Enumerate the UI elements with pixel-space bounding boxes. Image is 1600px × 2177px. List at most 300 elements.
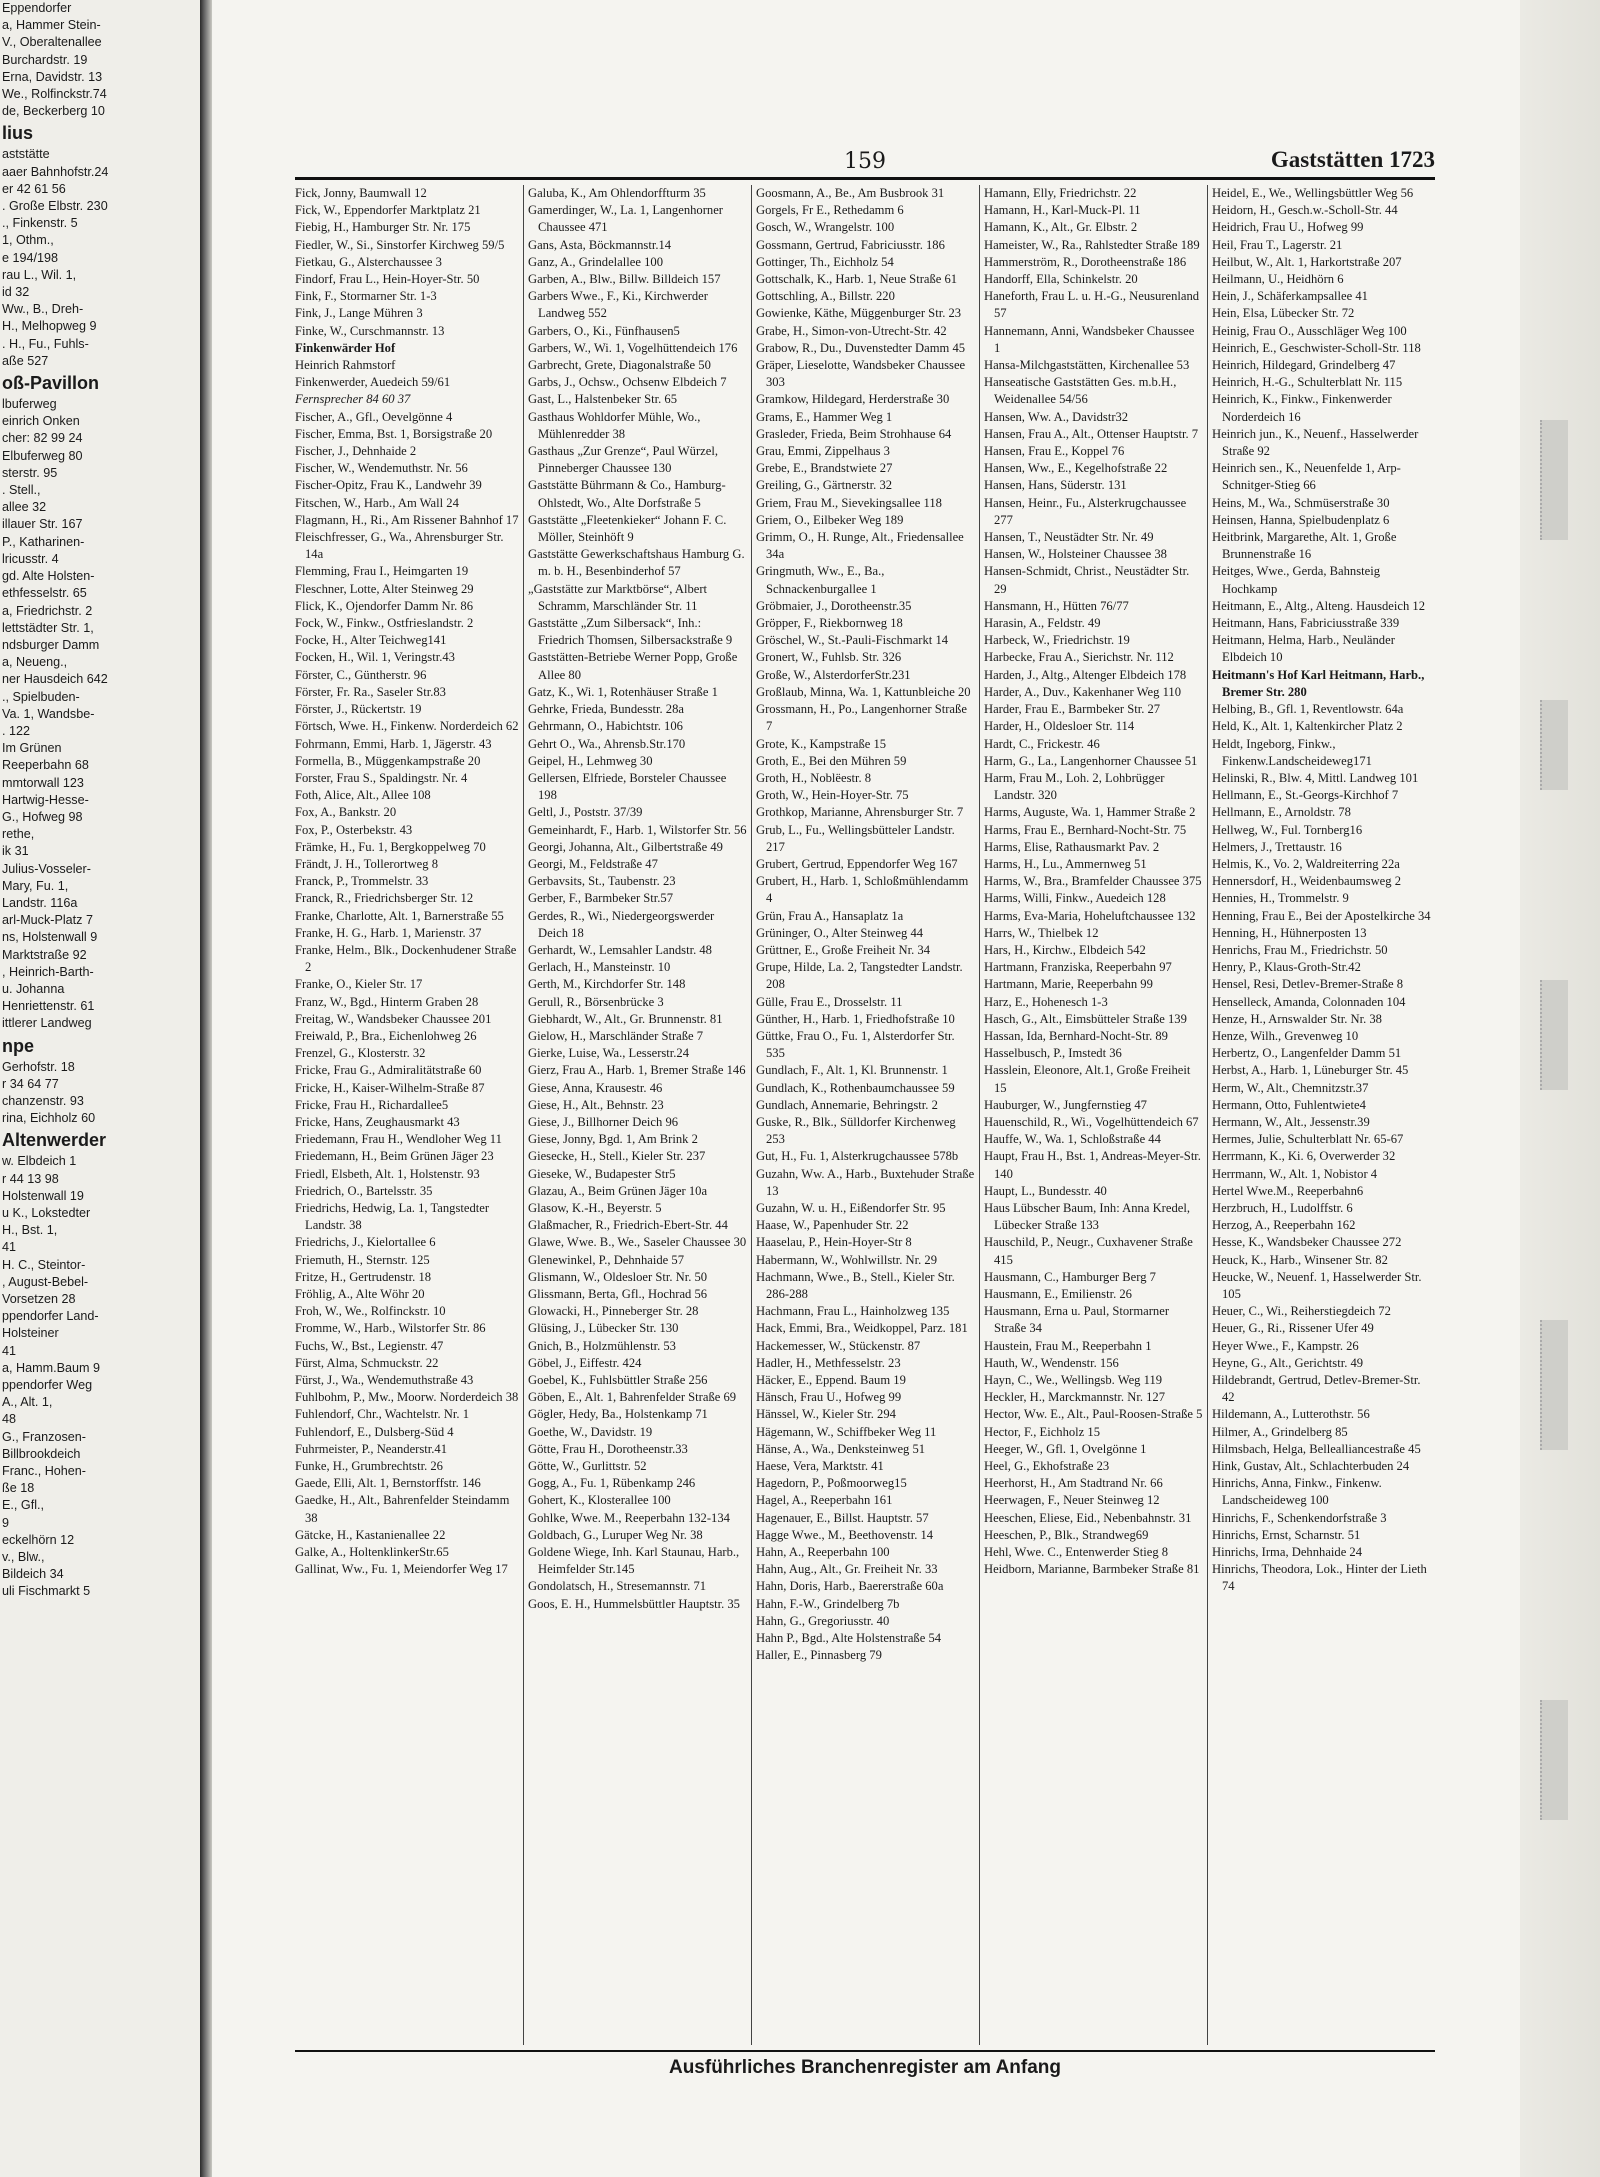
facing-page-line: gd. Alte Holsten- — [2, 569, 95, 584]
facing-page-line: ns, Holstenwall 9 — [2, 930, 98, 945]
facing-page-line: uli Fischmarkt 5 — [2, 1584, 91, 1599]
directory-entry: Förtsch, Wwe. H., Finkenw. Norderdeich 62 — [295, 719, 519, 734]
directory-entry: Heinrich, K., Finkw., Finkenwerder Norderdeich 16 — [1212, 392, 1392, 424]
directory-entry: Hansen, Frau E., Koppel 76 — [984, 444, 1125, 459]
directory-entry: Hänsch, Frau U., Hofweg 99 — [756, 1390, 902, 1405]
directory-entry: Hansen, Heinr., Fu., Alsterkrugchaussee 277 — [984, 495, 1187, 527]
directory-entry: Fiedler, W., Si., Sinstorfer Kirchweg 59/5 — [295, 237, 505, 252]
directory-entry: Herrmann, W., Alt. 1, Nobistor 4 — [1212, 1166, 1378, 1181]
directory-entry: Glenewinkel, P., Dehnhaide 57 — [528, 1252, 684, 1267]
directory-entry: Güttke, Frau O., Fu. 1, Alsterdorfer Str. 535 — [756, 1028, 955, 1061]
directory-entry: Giese, Anna, Krausestr. 46 — [528, 1080, 663, 1095]
directory-entry: Fock, W., Finkw., Ostfrieslandstr. 2 — [295, 616, 474, 631]
directory-entry: Heitmann, Hans, Fabriciusstraße 339 — [1212, 616, 1400, 631]
directory-entry: Grubert, Gertrud, Eppendorfer Weg 167 — [756, 856, 958, 871]
facing-page-line: rina, Eichholz 60 — [2, 1111, 96, 1126]
directory-entry: Göbel, J., Eiffestr. 424 — [528, 1355, 642, 1370]
facing-page-line: id 32 — [2, 285, 30, 300]
directory-entry: Focke, H., Alter Teichweg141 — [295, 633, 447, 648]
directory-entry: Hauenschild, R., Wi., Vogelhüttendeich 67 — [984, 1114, 1199, 1129]
directory-entry: Franke, O., Kieler Str. 17 — [295, 977, 423, 992]
directory-entry: Heucke, W., Neuenf. 1, Hasselwerder Str. 105 — [1212, 1269, 1422, 1301]
column-3 — [751, 185, 979, 2045]
directory-entry: Grün, Frau A., Hansaplatz 1a — [756, 908, 904, 923]
directory-entry: Grebe, E., Brandstwiete 27 — [756, 461, 893, 476]
directory-entry: Hansmann, H., Hütten 76/77 — [984, 598, 1129, 613]
directory-entry: Harbecke, Frau A., Sierichstr. Nr. 112 — [984, 650, 1174, 665]
directory-entry: Gamerdinger, W., La. 1, Langenhorner Chaussee 471 — [528, 203, 723, 235]
facing-page-line: . Große Elbstr. 230 — [2, 199, 108, 214]
directory-entry: Finkenwärder Hof — [295, 340, 396, 355]
directory-entry: Glawe, Wwe. B., We., Saseler Chaussee 30 — [528, 1235, 747, 1250]
directory-entry: Harrs, W., Thielbek 12 — [984, 925, 1099, 940]
directory-entry: Hausmann, C., Hamburger Berg 7 — [984, 1269, 1156, 1284]
directory-entry: Haller, E., Pinnasberg 79 — [756, 1648, 882, 1663]
directory-entry: Galke, A., HoltenklinkerStr.65 — [295, 1545, 449, 1560]
directory-entry: Geltl, J., Poststr. 37/39 — [528, 805, 643, 820]
directory-entry: Heckler, H., Marckmannstr. Nr. 127 — [984, 1390, 1166, 1405]
facing-page-line: Altenwerder — [2, 1130, 107, 1151]
directory-entry: Fernsprecher 84 60 37 — [295, 392, 411, 407]
page-number: 159 — [844, 149, 886, 174]
directory-entry: Hansen, Ww., E., Kegelhofstraße 22 — [984, 461, 1168, 476]
facing-page-line: r 44 13 98 — [2, 1171, 59, 1186]
directory-entry: Goldene Wiege, Inh. Karl Staunau, Harb., Heimfelder Str.145 — [528, 1545, 740, 1577]
directory-entry: Garbs, J., Ochsw., Ochsenw Elbdeich 7 — [528, 375, 727, 390]
directory-entry: Gringmuth, Ww., E., Ba., Schnackenburgallee 1 — [756, 564, 885, 596]
directory-entry: Friedrich, O., Bartelsstr. 35 — [295, 1183, 433, 1198]
directory-entry: Gierke, Luise, Wa., Lesserstr.24 — [528, 1046, 690, 1061]
facing-page-line: 1, Othm., — [2, 233, 54, 248]
directory-entry: Gottinger, Th., Eichholz 54 — [756, 254, 894, 269]
facing-page-line: Erna, Davidstr. 13 — [2, 69, 103, 84]
directory-entry: Garben, A., Blw., Billw. Billdeich 157 — [528, 272, 721, 287]
directory-entry: Giese, Jonny, Bgd. 1, Am Brink 2 — [528, 1132, 698, 1147]
directory-entry: Heuer, G., Ri., Rissener Ufer 49 — [1212, 1321, 1374, 1336]
directory-entry: Fox, A., Bankstr. 20 — [295, 805, 397, 820]
directory-entry: Gerlach, H., Mansteinstr. 10 — [528, 960, 671, 975]
directory-entry: Heinig, Frau O., Ausschläger Weg 100 — [1212, 323, 1407, 338]
directory-entry: Herzog, A., Reeperbahn 162 — [1212, 1218, 1356, 1233]
facing-page-line: E., Gfl., — [2, 1498, 44, 1513]
directory-entry: Galuba, K., Am Ohlendorffturm 35 — [528, 186, 706, 200]
facing-page-line: cher: 82 99 24 — [2, 431, 83, 446]
facing-page-line: Hartwig-Hesse- — [2, 792, 89, 807]
directory-entry: Hahn, A., Reeperbahn 100 — [756, 1545, 890, 1560]
directory-entry: Harder, H., Oldesloer Str. 114 — [984, 719, 1135, 734]
directory-entry: Forster, Frau S., Spaldingstr. Nr. 4 — [295, 770, 468, 785]
directory-entry: Frändt, J. H., Tollerortweg 8 — [295, 856, 438, 871]
directory-entry: Gaststätte „Zum Silbersack“, Inh.: Friedrich Thomsen, Silbersackstraße 9 — [528, 616, 733, 648]
directory-entry: Hamann, K., Alt., Gr. Elbstr. 2 — [984, 220, 1138, 235]
directory-entry: Hinrichs, Ernst, Scharnstr. 51 — [1212, 1527, 1361, 1542]
directory-entry: Hansen, Frau A., Alt., Ottenser Hauptstr. 7 — [984, 426, 1199, 441]
directory-columns — [295, 185, 1435, 2045]
column-2 — [523, 185, 751, 2045]
directory-entry: Fink, F., Stormarner Str. 1-3 — [295, 289, 437, 304]
directory-entry: Hausmann, E., Emilienstr. 26 — [984, 1287, 1132, 1301]
directory-entry: Herbst, A., Harb. 1, Lüneburger Str. 45 — [1212, 1063, 1409, 1078]
directory-entry: Gerber, F., Barmbeker Str.57 — [528, 891, 674, 906]
directory-entry: Flick, K., Ojendorfer Damm Nr. 86 — [295, 598, 474, 613]
directory-entry: Hack, Emmi, Bra., Weidkoppel, Parz. 181 — [756, 1321, 968, 1336]
directory-entry: Fricke, Frau G., Admiralitätstraße 60 — [295, 1063, 482, 1078]
facing-page-line: ethfesselstr. 65 — [2, 586, 87, 601]
directory-entry: Harms, Auguste, Wa. 1, Hammer Straße 2 — [984, 805, 1196, 820]
directory-entry: Goos, E. H., Hummelsbüttler Hauptstr. 35 — [528, 1596, 740, 1611]
facing-page-line: G., Franzosen- — [2, 1429, 86, 1444]
directory-entry: Heinrich Rahmstorf — [295, 358, 396, 373]
directory-entry: Förster, J., Rückertstr. 19 — [295, 702, 422, 717]
book-gutter — [200, 0, 212, 2177]
facing-page-line: ittlerer Landweg — [2, 1016, 92, 1031]
directory-entry: Freitag, W., Wandsbeker Chaussee 201 — [295, 1011, 492, 1026]
directory-entry: Fürst, J., Wa., Wendemuthstraße 43 — [295, 1373, 474, 1388]
directory-entry: Focken, H., Wil. 1, Veringstr.43 — [295, 650, 455, 665]
directory-entry: Heidel, E., We., Wellingsbüttler Weg 56 — [1212, 186, 1414, 200]
directory-entry: Fricke, H., Kaiser-Wilhelm-Straße 87 — [295, 1080, 485, 1095]
directory-entry: Guzahn, Ww. A., Harb., Buxtehuder Straße 13 — [756, 1166, 975, 1198]
facing-page-line: sterstr. 95 — [2, 465, 58, 480]
directory-entry: Gehrt O., Wa., Ahrensb.Str.170 — [528, 736, 686, 751]
facing-page-line: Eppendorfer — [2, 1, 72, 15]
directory-entry: Främke, H., Fu. 1, Bergkoppelweg 70 — [295, 839, 486, 854]
directory-entry: Gut, H., Fu. 1, Alsterkrugchaussee 578b — [756, 1149, 959, 1164]
directory-entry: Hilmer, A., Grindelberg 85 — [1212, 1424, 1348, 1439]
directory-entry: Heitmann, E., Altg., Alteng. Hausdeich 12 — [1212, 598, 1426, 613]
directory-entry: Harbeck, W., Friedrichstr. 19 — [984, 633, 1130, 648]
directory-entry: Harms, Eva-Maria, Hoheluftchaussee 132 — [984, 908, 1196, 923]
directory-entry: Glazau, A., Beim Grünen Jäger 10a — [528, 1183, 708, 1198]
directory-entry: Held, K., Alt. 1, Kaltenkircher Platz 2 — [1212, 719, 1403, 734]
directory-entry: Gräper, Lieselotte, Wandsbeker Chaussee 303 — [756, 358, 966, 390]
facing-page-line: H., Melhopweg 9 — [2, 319, 97, 334]
directory-entry: Fritze, H., Gertrudenstr. 18 — [295, 1269, 432, 1284]
directory-entry: Gaststätte Gewerkschaftshaus Hamburg G. m. b. H., Besenbinderhof 57 — [528, 547, 745, 579]
directory-entry: Fleschner, Lotte, Alter Steinweg 29 — [295, 581, 474, 596]
directory-entry: Gottschling, A., Billstr. 220 — [756, 289, 895, 304]
directory-entry: Greiling, G., Gärtnerstr. 32 — [756, 478, 893, 493]
directory-entry: Harz, E., Hohenesch 1-3 — [984, 994, 1108, 1009]
directory-entry: Grams, E., Hammer Weg 1 — [756, 409, 893, 424]
directory-entry: Gorgels, Fr E., Rethedamm 6 — [756, 203, 904, 218]
directory-entry: Haase, W., Papenhuder Str. 22 — [756, 1218, 909, 1233]
directory-entry: Findorf, Frau L., Hein-Hoyer-Str. 50 — [295, 272, 480, 287]
directory-entry: Harm, Frau M., Loh. 2, Lohbrügger Landstr. 320 — [984, 770, 1165, 803]
facing-page-line: ppendorfer Land- — [2, 1309, 99, 1324]
facing-page-line: chanzenstr. 93 — [2, 1093, 84, 1108]
directory-entry: Flagmann, H., Ri., Am Rissener Bahnhof 17 — [295, 512, 519, 527]
facing-page-line: Reeperbahn 68 — [2, 758, 89, 773]
facing-page-line: 41 — [2, 1240, 17, 1255]
directory-entry: Gaststätte Bührmann & Co., Hamburg-Ohlstedt, Wo., Alte Dorfstraße 5 — [528, 478, 726, 510]
directory-entry: Glowacki, H., Pinneberger Str. 28 — [528, 1304, 699, 1319]
directory-entry: Gohlke, Wwe. M., Reeperbahn 132-134 — [528, 1510, 730, 1525]
directory-entry: Gallinat, Ww., Fu. 1, Meiendorfer Weg 17 — [295, 1562, 508, 1577]
facing-page-line: Elbuferweg 80 — [2, 448, 83, 463]
directory-entry: Fromme, W., Harb., Wilstorfer Str. 86 — [295, 1321, 486, 1336]
directory-entry: Hauburger, W., Jungfernstieg 47 — [984, 1097, 1147, 1112]
directory-entry: Hehl, Wwe. C., Entenwerder Stieg 8 — [984, 1545, 1169, 1560]
directory-entry: Gottschalk, K., Harb. 1, Neue Straße 61 — [756, 272, 958, 287]
directory-entry: Gerth, M., Kirchdorfer Str. 148 — [528, 977, 686, 992]
directory-entry: Gerhardt, W., Lemsahler Landstr. 48 — [528, 942, 712, 957]
directory-entry: Heeger, W., Gfl. 1, Ovelgönne 1 — [984, 1441, 1147, 1456]
facing-page-line: , Heinrich-Barth- — [2, 964, 94, 979]
directory-entry: Herm, W., Alt., Chemnitzstr.37 — [1212, 1080, 1369, 1095]
directory-entry: Heitbrink, Margarethe, Alt. 1, Große Brunnenstraße 16 — [1212, 530, 1397, 562]
directory-entry: Gröbmaier, J., Dorotheenstr.35 — [756, 598, 912, 613]
directory-entry: Grüttner, E., Große Freiheit Nr. 34 — [756, 942, 931, 957]
directory-entry: Geipel, H., Lehmweg 30 — [528, 753, 653, 768]
directory-entry: Frenzel, G., Klosterstr. 32 — [295, 1046, 426, 1061]
directory-entry: Grothkop, Marianne, Ahrensburger Str. 7 — [756, 805, 964, 820]
directory-entry: Franke, H. G., Harb. 1, Marienstr. 37 — [295, 925, 482, 940]
directory-entry: Hartmann, Marie, Reeperbahn 99 — [984, 977, 1153, 992]
directory-entry: Harms, Willi, Finkw., Auedeich 128 — [984, 891, 1166, 906]
directory-entry: Ganz, A., Grindelallee 100 — [528, 254, 663, 269]
directory-entry: Hellmann, E., St.-Georgs-Kirchhof 7 — [1212, 788, 1399, 803]
directory-entry: Hilmsbach, Helga, Bellealliancestraße 45 — [1212, 1441, 1421, 1456]
facing-page-line: , August-Bebel- — [2, 1274, 89, 1289]
directory-entry: Goosmann, A., Be., Am Busbrook 31 — [756, 186, 945, 200]
directory-entry: Goethe, W., Davidstr. 19 — [528, 1424, 653, 1439]
directory-entry: Gundlach, Annemarie, Behringstr. 2 — [756, 1097, 938, 1112]
facing-page-line: v., Blw., — [2, 1550, 45, 1565]
directory-entry: Haese, Vera, Marktstr. 41 — [756, 1459, 884, 1474]
directory-entry: Giesecke, H., Stell., Kieler Str. 237 — [528, 1149, 706, 1164]
directory-entry: Gätcke, H., Kastanienallee 22 — [295, 1527, 446, 1542]
directory-entry: Hertel Wwe.M., Reeperbahn6 — [1212, 1183, 1364, 1198]
facing-page-line: oß-Pavillon — [2, 373, 100, 394]
directory-entry: Garbers, W., Wi. 1, Vogelhüttendeich 176 — [528, 340, 738, 355]
directory-entry: Haupt, L., Bundesstr. 40 — [984, 1183, 1107, 1198]
directory-entry: Gans, Asta, Böckmannstr.14 — [528, 237, 672, 252]
facing-page-line: Henriettenstr. 61 — [2, 999, 95, 1014]
directory-entry: Franke, Helm., Blk., Dockenhudener Straße 2 — [295, 942, 517, 975]
facing-page-line: e 194/198 — [2, 250, 59, 265]
facing-page-line: 41 — [2, 1343, 17, 1358]
directory-entry: Franz, W., Bgd., Hinterm Graben 28 — [295, 994, 479, 1009]
directory-entry: Gogg, A., Fu. 1, Rübenkamp 246 — [528, 1476, 696, 1491]
directory-entry: Hannemann, Anni, Wandsbeker Chaussee 1 — [984, 323, 1195, 355]
footer-note: Ausführliches Branchenregister am Anfang — [668, 2057, 1062, 2078]
directory-entry: Gohert, K., Klosterallee 100 — [528, 1493, 671, 1508]
directory-entry: Guzahn, W. u. H., Eißendorfer Str. 95 — [756, 1200, 946, 1215]
directory-entry: Friedemann, H., Beim Grünen Jäger 23 — [295, 1149, 494, 1164]
directory-entry: Franck, R., Friedrichsberger Str. 12 — [295, 891, 474, 906]
directory-entry: Hars, H., Kirchw., Elbdeich 542 — [984, 942, 1146, 957]
facing-page-line: rau L., Wil. 1, — [2, 267, 77, 282]
facing-page-line: allee 32 — [2, 500, 47, 515]
directory-entry: Heins, M., Wa., Schmüserstraße 30 — [1212, 495, 1390, 510]
facing-page-line: 48 — [2, 1412, 17, 1427]
directory-entry: Gaststätten-Betriebe Werner Popp, Große Allee 80 — [528, 650, 738, 682]
facing-page-line: r 34 64 77 — [2, 1076, 59, 1091]
directory-entry: Götte, W., Gurlittstr. 52 — [528, 1459, 647, 1474]
directory-entry: Hansen-Schmidt, Christ., Neustädter Str. 29 — [984, 564, 1190, 596]
directory-entry: Georgi, Johanna, Alt., Gilbertstraße 49 — [528, 839, 723, 854]
directory-entry: Hein, Elsa, Lübecker Str. 72 — [1212, 306, 1355, 321]
directory-entry: Franck, P., Trommelstr. 33 — [295, 874, 429, 889]
directory-entry: Garbers Wwe., F., Ki., Kirchwerder Landweg 552 — [528, 289, 708, 321]
directory-entry: Heerhorst, H., Am Stadtrand Nr. 66 — [984, 1476, 1163, 1491]
directory-entry: Hasselbusch, P., Imstedt 36 — [984, 1046, 1122, 1061]
directory-entry: Gondolatsch, H., Stresemannstr. 71 — [528, 1579, 707, 1594]
directory-entry: Harms, W., Bra., Bramfelder Chaussee 375 — [984, 874, 1202, 889]
directory-entry: Grabe, H., Simon-von-Utrecht-Str. 42 — [756, 323, 947, 338]
facing-page-line: lricusstr. 4 — [2, 551, 59, 566]
directory-entry: Fiebig, H., Hamburger Str. Nr. 175 — [295, 220, 471, 235]
directory-entry: Fischer-Opitz, Frau K., Landwehr 39 — [295, 478, 482, 493]
facing-page-line: A., Alt. 1, — [2, 1395, 53, 1410]
directory-entry: Großlaub, Minna, Wa. 1, Kattunbleiche 20 — [756, 684, 971, 699]
facing-page-line: Vorsetzen 28 — [2, 1292, 76, 1307]
directory-entry: Hamann, Elly, Friedrichstr. 22 — [984, 186, 1137, 200]
facing-page-line: Im Grünen — [2, 741, 62, 756]
directory-entry: Herrmann, K., Ki. 6, Overwerder 32 — [1212, 1149, 1396, 1164]
directory-entry: Hagedorn, P., Poßmoorweg15 — [756, 1476, 907, 1491]
directory-entry: Glissmann, Berta, Gfl., Hochrad 56 — [528, 1287, 708, 1301]
directory-entry: Hahn, Doris, Harb., Baererstraße 60a — [756, 1579, 944, 1594]
directory-entry: Hahn, Aug., Alt., Gr. Freiheit Nr. 33 — [756, 1562, 938, 1577]
directory-entry: Fischer, J., Dehnhaide 2 — [295, 444, 417, 459]
column-5 — [1207, 185, 1435, 2045]
directory-entry: Heuer, C., Wi., Reiherstiegdeich 72 — [1212, 1304, 1391, 1319]
directory-entry: Fitschen, W., Harb., Am Wall 24 — [295, 495, 459, 510]
directory-entry: Fröhlig, A., Alte Wöhr 20 — [295, 1287, 425, 1301]
directory-entry: Hardt, C., Frickestr. 46 — [984, 736, 1100, 751]
directory-entry: Heel, G., Ekhofstraße 23 — [984, 1459, 1110, 1474]
directory-entry: Gehrke, Frieda, Bundesstr. 28a — [528, 702, 684, 717]
directory-entry: Hahn P., Bgd., Alte Holstenstraße 54 — [756, 1631, 942, 1646]
directory-entry: Hasch, G., Alt., Eimsbütteler Straße 139 — [984, 1011, 1187, 1026]
directory-entry: Hahn, F.-W., Grindelberg 7b — [756, 1596, 900, 1611]
directory-entry: Herbertz, O., Langenfelder Damm 51 — [1212, 1046, 1402, 1061]
directory-entry: Giese, J., Billhorner Deich 96 — [528, 1114, 679, 1129]
directory-entry: Hermann, W., Alt., Jessenstr.39 — [1212, 1114, 1370, 1129]
directory-entry: Gaede, Elli, Alt. 1, Bernstorffstr. 146 — [295, 1476, 481, 1491]
directory-entry: Heinrich, H.-G., Schulterblatt Nr. 115 — [1212, 375, 1403, 390]
directory-entry: Hector, F., Eichholz 15 — [984, 1424, 1100, 1439]
facing-page-line: aaer Bahnhofstr.24 — [2, 164, 109, 179]
directory-entry: Fürst, Alma, Schmuckstr. 22 — [295, 1355, 439, 1370]
directory-entry: Hachmann, Wwe., B., Stell., Kieler Str. 286-288 — [756, 1269, 955, 1301]
directory-entry: Garbrecht, Grete, Diagonalstraße 50 — [528, 358, 711, 373]
facing-page-line: illauer Str. 167 — [2, 517, 83, 532]
directory-entry: Hinrichs, F., Schenkendorfstraße 3 — [1212, 1510, 1387, 1525]
directory-entry: Grubert, H., Harb. 1, Schloßmühlendamm 4 — [756, 874, 969, 906]
directory-entry: Hassan, Ida, Bernhard-Nocht-Str. 89 — [984, 1028, 1168, 1043]
directory-entry: Hägemann, W., Schiffbeker Weg 11 — [756, 1424, 937, 1439]
directory-entry: Gatz, K., Wi. 1, Rotenhäuser Straße 1 — [528, 684, 718, 699]
directory-entry: Harder, A., Duv., Kakenhaner Weg 110 — [984, 684, 1182, 699]
facing-page-line: npe — [2, 1035, 35, 1056]
directory-entry: Gaststätte „Fleetenkieker“ Johann F. C. Möller, Steinhöft 9 — [528, 512, 727, 545]
directory-entry: Griem, Frau M., Sievekingsallee 118 — [756, 495, 942, 510]
facing-page-line: u K., Lokstedter — [2, 1206, 91, 1220]
directory-entry: Förster, Fr. Ra., Saseler Str.83 — [295, 684, 446, 699]
directory-entry: Heilmann, U., Heidhörn 6 — [1212, 272, 1344, 287]
directory-entry: Glüsing, J., Lübecker Str. 130 — [528, 1321, 679, 1336]
directory-entry: Franke, Charlotte, Alt. 1, Barnerstraße 55 — [295, 908, 504, 923]
directory-entry: Finkenwerder, Auedeich 59/61 — [295, 375, 451, 390]
directory-entry: Grossmann, H., Po., Langenhorner Straße 7 — [756, 702, 967, 734]
directory-entry: Gowienke, Käthe, Müggenburger Str. 23 — [756, 306, 962, 321]
facing-page-line: lius — [2, 123, 34, 144]
directory-entry: Haneforth, Frau L. u. H.-G., Neusurenland 57 — [984, 289, 1200, 321]
directory-entry: Glasow, K.-H., Beyerstr. 5 — [528, 1200, 662, 1215]
directory-entry: Große, W., AlsterdorferStr.231 — [756, 667, 911, 682]
directory-entry: Haupt, Frau H., Bst. 1, Andreas-Meyer-Str. 140 — [984, 1149, 1201, 1181]
directory-entry: Fischer, W., Wendemuthstr. Nr. 56 — [295, 461, 468, 476]
directory-entry: Hinrichs, Anna, Finkw., Finkenw. Landscheideweg 100 — [1212, 1476, 1382, 1508]
directory-entry: Gaedke, H., Alt., Bahrenfelder Steindamm 38 — [295, 1493, 510, 1525]
directory-entry: Fricke, Hans, Zeughausmarkt 43 — [295, 1114, 460, 1129]
directory-entry: Hadler, H., Methfesselstr. 23 — [756, 1355, 901, 1370]
section-title: Gaststätten 1723 — [1270, 147, 1435, 172]
directory-entry: Heinsen, Hanna, Spielbudenplatz 6 — [1212, 512, 1390, 527]
directory-entry: Giese, H., Alt., Behnstr. 23 — [528, 1097, 664, 1112]
directory-entry: Harden, J., Altg., Altenger Elbdeich 178 — [984, 667, 1187, 682]
facing-page-line: u. Johanna — [2, 981, 65, 996]
directory-entry: Gnich, B., Holzmühlenstr. 53 — [528, 1338, 676, 1353]
facing-page-line: . H., Fu., Fuhls- — [2, 336, 89, 351]
facing-page-line: Billbrookdeich — [2, 1446, 81, 1461]
facing-page-line: Landstr. 116a — [2, 895, 78, 910]
directory-entry: Garbers, O., Ki., Fünfhausen5 — [528, 323, 680, 338]
directory-entry: Gronert, W., Fuhlsb. Str. 326 — [756, 650, 902, 665]
directory-entry: Hansen, W., Holsteiner Chaussee 38 — [984, 547, 1167, 562]
directory-entry: Helmers, J., Trettaustr. 16 — [1212, 839, 1342, 854]
directory-entry: Guske, R., Blk., Sülldorfer Kirchenweg 253 — [756, 1114, 956, 1147]
directory-entry: Henning, H., Hühnerposten 13 — [1212, 925, 1367, 940]
directory-entry: Hellmann, E., Arnoldstr. 78 — [1212, 805, 1351, 820]
directory-entry: Fuhlendorf, E., Dulsberg-Süd 4 — [295, 1424, 454, 1439]
facing-page-line: ik 31 — [2, 844, 29, 859]
directory-entry: Gerdes, R., Wi., Niedergeorgswerder Deich 18 — [528, 908, 715, 940]
directory-entry: Fuchs, W., Bst., Legienstr. 47 — [295, 1338, 444, 1353]
directory-entry: Fleischfresser, G., Wa., Ahrensburger Str. 14a — [295, 530, 504, 562]
directory-entry: Gehrmann, O., Habichtstr. 106 — [528, 719, 683, 734]
directory-entry: Hildebrandt, Gertrud, Detlev-Bremer-Str. 42 — [1212, 1373, 1421, 1405]
directory-entry: Hermes, Julie, Schulterblatt Nr. 65-67 — [1212, 1132, 1404, 1147]
facing-page-line: Holsteiner — [2, 1326, 59, 1341]
directory-entry: Foth, Alice, Alt., Allee 108 — [295, 788, 431, 803]
directory-entry: Herzbruch, H., Ludolffstr. 6 — [1212, 1200, 1353, 1215]
directory-entry: Hennies, H., Trommelstr. 9 — [1212, 891, 1349, 906]
facing-page-line: ppendorfer Weg — [2, 1378, 93, 1393]
facing-page-line: Bildeich 34 — [2, 1567, 64, 1582]
directory-entry: Gasthaus „Zur Grenze“, Paul Würzel, Pinneberger Chaussee 130 — [528, 444, 718, 476]
directory-entry: Hanseatische Gaststätten Ges. m.b.H., Weidenallee 54/56 — [984, 375, 1177, 407]
directory-page — [295, 145, 1435, 2135]
directory-entry: Grub, L., Fu., Wellingsbütteler Landstr. 217 — [756, 822, 955, 854]
directory-entry: Haustein, Frau M., Reeperbahn 1 — [984, 1338, 1152, 1353]
directory-entry: Hammerström, R., Dorotheenstraße 186 — [984, 254, 1187, 269]
facing-page-line: er 42 61 56 — [2, 181, 66, 196]
directory-entry: Henze, H., Arnswalder Str. Nr. 38 — [1212, 1011, 1382, 1026]
facing-page-line: G., Hofweg 98 — [2, 809, 83, 824]
directory-entry: Heeschen, Eliese, Eid., Nebenbahnstr. 31 — [984, 1510, 1192, 1525]
directory-entry: Helmis, K., Vo. 2, Waldreiterring 22a — [1212, 856, 1400, 871]
directory-entry: Hesse, K., Wandsbeker Chaussee 272 — [1212, 1235, 1402, 1250]
directory-entry: Gossmann, Gertrud, Fabriciusstr. 186 — [756, 237, 945, 252]
directory-entry: Hildemann, A., Lutterothstr. 56 — [1212, 1407, 1370, 1422]
directory-entry: Heyer Wwe., F., Kampstr. 26 — [1212, 1338, 1359, 1353]
directory-entry: Heil, Frau T., Lagerstr. 21 — [1212, 237, 1343, 252]
facing-page-line: Ww., B., Dreh- — [2, 302, 84, 317]
